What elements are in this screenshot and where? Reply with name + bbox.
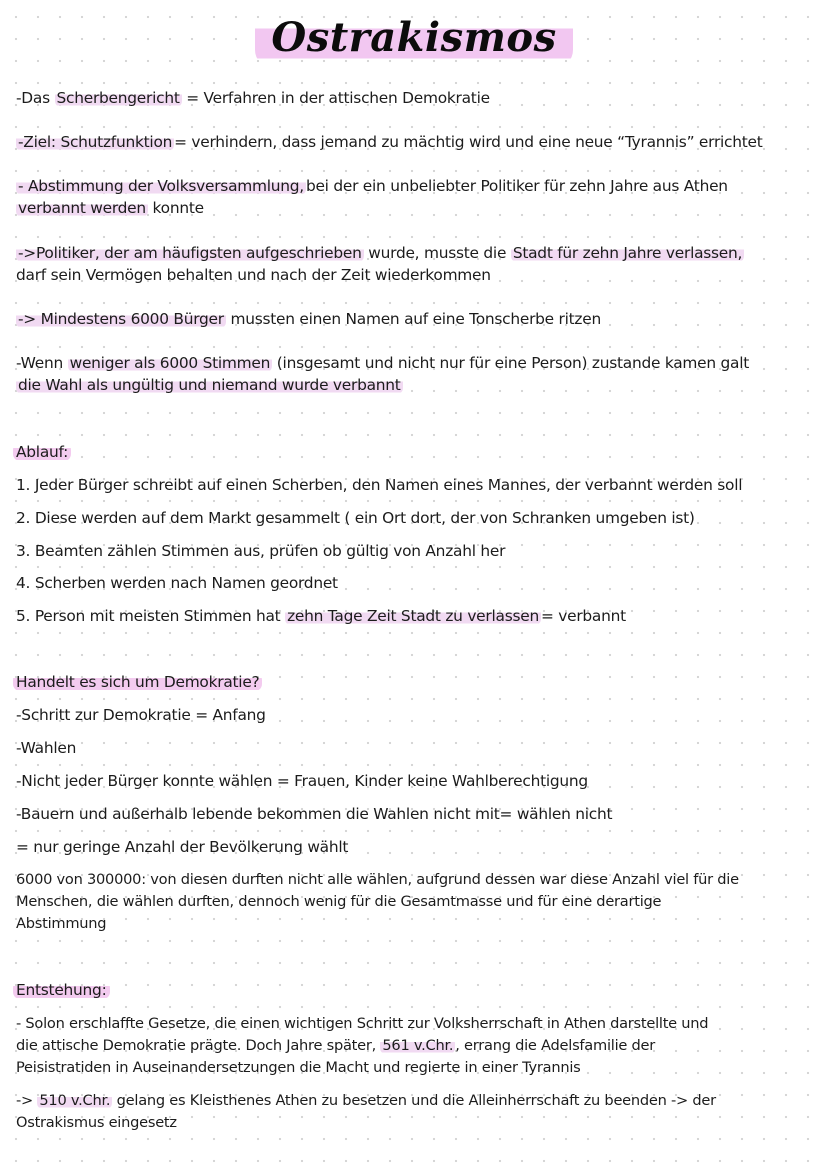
page-title: Ostrakismos bbox=[255, 8, 572, 68]
ablauf-step-5 bbox=[16, 605, 816, 627]
ablauf-step-2: 2. Diese werden auf dem Markt gesammelt ( ein Ort dort, der von Schranken umgeben ist) bbox=[16, 509, 695, 527]
ablauf-heading bbox=[16, 441, 816, 463]
entstehung-line-3: Peisistratiden in Auseinandersetzungen die Macht und regierte in einer Tyrannis bbox=[16, 1059, 581, 1076]
definition-prefix: -Das bbox=[16, 89, 55, 107]
demokratie-paragraph-line-3: Abstimmung bbox=[16, 915, 107, 932]
entstehung-heading-text: Entstehung: bbox=[13, 981, 110, 999]
ziel-text: = verhindern, dass jemand zu mächtig wird und eine neue “Tyrannis” errichtet bbox=[174, 133, 763, 151]
wenn-prefix: -Wenn bbox=[16, 354, 68, 372]
demokratie-point-3: -Nicht jeder Bürger konnte wählen = Frauen, Kinder keine Wahlberechtigung bbox=[16, 772, 588, 790]
demokratie-point-4: -Bauern und außerhalb lebende bekommen die Wahlen nicht mit= wählen nicht bbox=[16, 805, 613, 823]
politiker-text-2: darf sein Vermögen behalten und nach der Zeit wiederkommen bbox=[16, 266, 491, 284]
entstehung-heading bbox=[16, 979, 816, 1001]
ablauf-step-1: 1. Jeder Bürger schreibt auf einen Scherben, den Namen eines Mannes, der verbannt werden soll bbox=[16, 476, 743, 494]
highlight-verbannt: verbannt werden bbox=[18, 199, 146, 217]
abstimmung-text: bei der ein unbeliebter Politiker für zehn Jahre aus Athen bbox=[305, 177, 728, 195]
demokratie-heading bbox=[16, 671, 816, 693]
abstimmung-line-2 bbox=[16, 197, 816, 219]
wenn-line-2 bbox=[16, 374, 816, 396]
definition-text: = Verfahren in der attischen Demokratie bbox=[181, 89, 490, 107]
highlight-stadt-verlassen: Stadt für zehn Jahre verlassen, bbox=[512, 244, 743, 262]
demokratie-heading-text: Handelt es sich um Demokratie? bbox=[13, 673, 262, 691]
highlight-weniger-stimmen: weniger als 6000 Stimmen bbox=[69, 354, 271, 372]
entstehung-line-5: Ostrakismus eingesetz bbox=[16, 1114, 177, 1131]
highlight-mindestens: -> Mindestens 6000 Bürger bbox=[18, 310, 224, 328]
politiker-text: wurde, musste die bbox=[363, 244, 511, 262]
step-5-suffix: = verbannt bbox=[540, 607, 626, 625]
ablauf-heading-text: Ablauf: bbox=[13, 443, 71, 461]
highlight-scherbengericht: Scherbengericht bbox=[56, 89, 180, 107]
wenn-line-1 bbox=[16, 352, 816, 374]
highlight-ziel: -Ziel: Schutzfunktion bbox=[18, 133, 173, 151]
ablauf-step-3: 3. Beamten zählen Stimmen aus, prüfen ob gültig von Anzahl her bbox=[16, 542, 506, 560]
highlight-zehn-tage: zehn Tage Zeit Stadt zu verlassen bbox=[287, 607, 539, 625]
politiker-line-1 bbox=[16, 242, 816, 264]
ziel-line bbox=[16, 131, 816, 153]
entstehung-4-suffix: gelang es Kleisthenes Athen zu besetzen und die Alleinherrschaft zu beenden -> der bbox=[112, 1092, 716, 1109]
highlight-510: 510 v.Chr. bbox=[39, 1092, 111, 1109]
abstimmung-line-1 bbox=[16, 175, 816, 197]
highlight-abstimmung: - Abstimmung der Volksversammlung, bbox=[18, 177, 304, 195]
entstehung-line-1: - Solon erschlaffte Gesetze, die einen wichtigen Schritt zur Volksherrschaft in Athen darstellte und bbox=[16, 1015, 709, 1032]
wenn-text: (insgesamt und nicht nur für eine Person) zustande kamen galt bbox=[272, 354, 750, 372]
entstehung-2-prefix: die attische Demokratie prägte. Doch Jahre später, bbox=[16, 1037, 381, 1054]
title-area bbox=[0, 8, 828, 68]
highlight-561: 561 v.Chr. bbox=[382, 1037, 454, 1054]
entstehung-line-4 bbox=[16, 1090, 816, 1112]
demokratie-point-2: -Wahlen bbox=[16, 739, 77, 757]
entstehung-4-prefix: -> bbox=[16, 1092, 38, 1109]
entstehung-2-suffix: , errang die Adelsfamilie der bbox=[455, 1037, 655, 1054]
politiker-line-2 bbox=[16, 264, 816, 286]
demokratie-point-1: -Schritt zur Demokratie = Anfang bbox=[16, 706, 266, 724]
demokratie-point-5: = nur geringe Anzahl der Bevölkerung wählt bbox=[16, 838, 349, 856]
definition-line bbox=[16, 87, 816, 109]
mindestens-text: mussten einen Namen auf eine Tonscherbe ritzen bbox=[225, 310, 601, 328]
highlight-politiker: ->Politiker, der am häufigsten aufgeschrieben bbox=[18, 244, 362, 262]
ablauf-step-4: 4. Scherben werden nach Namen geordnet bbox=[16, 574, 338, 592]
entstehung-line-2 bbox=[16, 1035, 816, 1057]
step-5-prefix: 5. Person mit meisten Stimmen hat bbox=[16, 607, 286, 625]
highlight-wahl-ungueltig: die Wahl als ungültig und niemand wurde verbannt bbox=[18, 376, 401, 394]
demokratie-paragraph-line-1: 6000 von 300000: von diesen durften nicht alle wählen, aufgrund dessen war diese Anzahl viel für die bbox=[16, 871, 739, 888]
abstimmung-end: konnte bbox=[147, 199, 204, 217]
mindestens-line bbox=[16, 308, 816, 330]
demokratie-paragraph-line-2: Menschen, die wählen durften, dennoch wenig für die Gesamtmasse und für eine derartige bbox=[16, 893, 662, 910]
